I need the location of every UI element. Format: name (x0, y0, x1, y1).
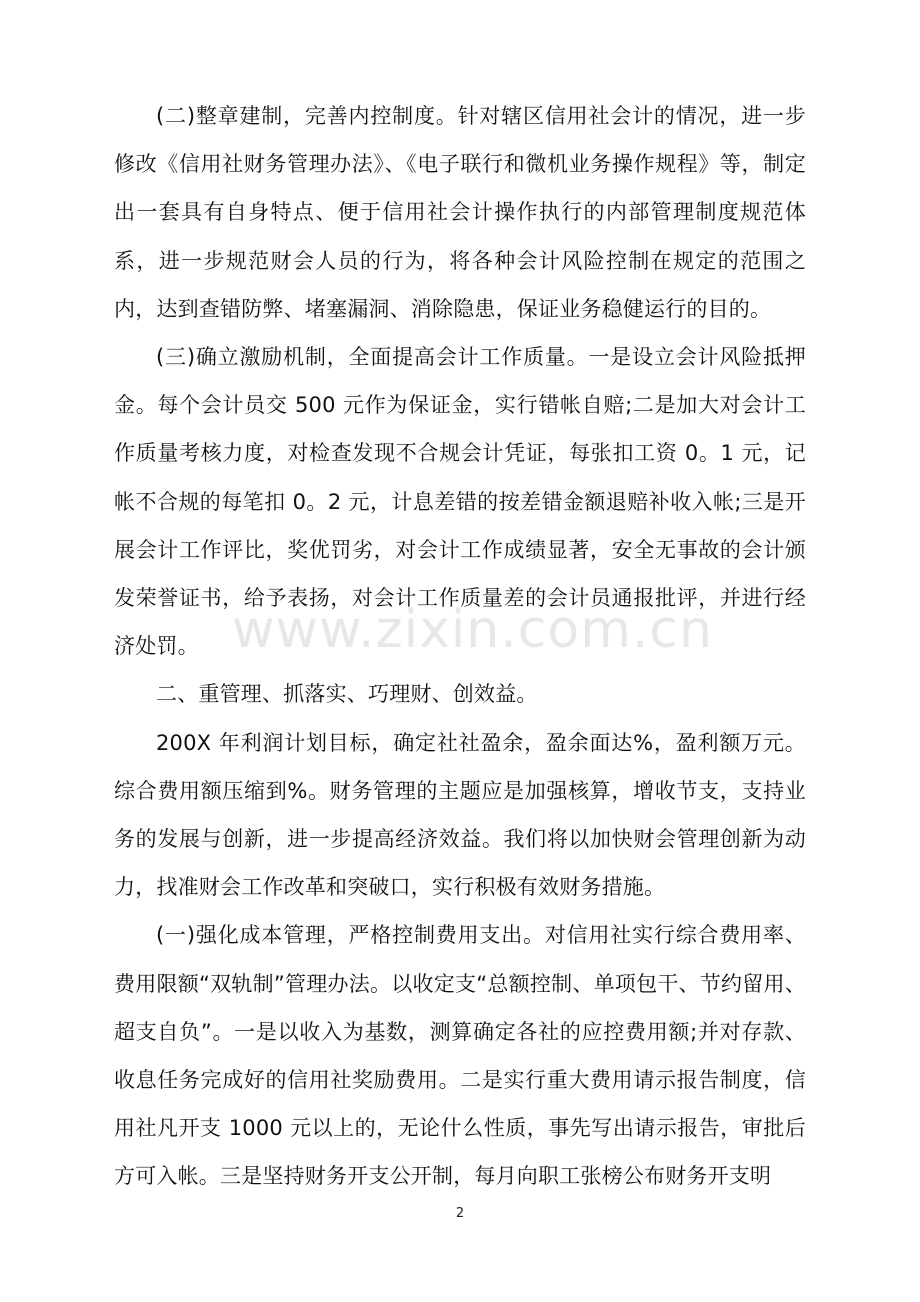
paragraph-cost-management: (一)强化成本管理，严格控制费用支出。对信用社实行综合费用率、费用限额“双轨制”管理办法。以收定支“总额控制、单项包干、节约留用、超支自负”。一是以收入为基数，测算确定各社的应控费用额;并对存款、收息任务完成好的信用社奖励费用。二是实行重大费用请示报告制度，信用社凡开支 1000 元以上的，无论什么性质，事先写出请示报告，审批后方可入帐。三是坚持财务开支公开制，每月向职工张榜公布财务开支明 (114, 923, 806, 1189)
watermark: www.zixin.com.cn (232, 600, 713, 660)
section-heading-management: 二、重管理、抓落实、巧理财、创效益。 (156, 682, 538, 707)
document-body (114, 92, 806, 1201)
paragraph-internal-control: (二)整章建制，完善内控制度。针对辖区信用社会计的情况，进一步修改《信用社财务管理办法》、《电子联行和微机业务操作规程》等，制定出一套具有自身特点、便于信用社会计操作执行的内部管理制度规范体系，进一步规范财会人员的行为，将各种会计风险控制在规定的范围之内，达到查错防弊、堵塞漏洞、消除隐患，保证业务稳健运行的目的。 (114, 104, 806, 321)
paragraph-profit-plan: 200X 年利润计划目标，确定社社盈余，盈余面达%，盈利额万元。综合费用额压缩到%。财务管理的主题应是加强核算，增收节支，支持业务的发展与创新，进一步提高经济效益。我们将以加快财会管理创新为动力，找准财会工作改革和突破口，实行积极有效财务措施。 (114, 730, 806, 900)
paragraph-incentive-mechanism: (三)确立激励机制，全面提高会计工作质量。一是设立会计风险抵押金。每个会计员交 500 元作为保证金，实行错帐自赔;二是加大对会计工作质量考核力度，对检查发现不合规会计凭证，每张扣工资 0。1 元，记帐不合规的每笔扣 0。2 元，计息差错的按差错金额退赔补收入帐;三是开展会计工作评比，奖优罚劣，对会计工作成绩显著，安全无事故的会计颁发荣誉证书，给予表扬，对会计工作质量差的会计员通报批评，并进行经济处罚。 (114, 345, 806, 659)
page-number: 2 (455, 1206, 465, 1221)
